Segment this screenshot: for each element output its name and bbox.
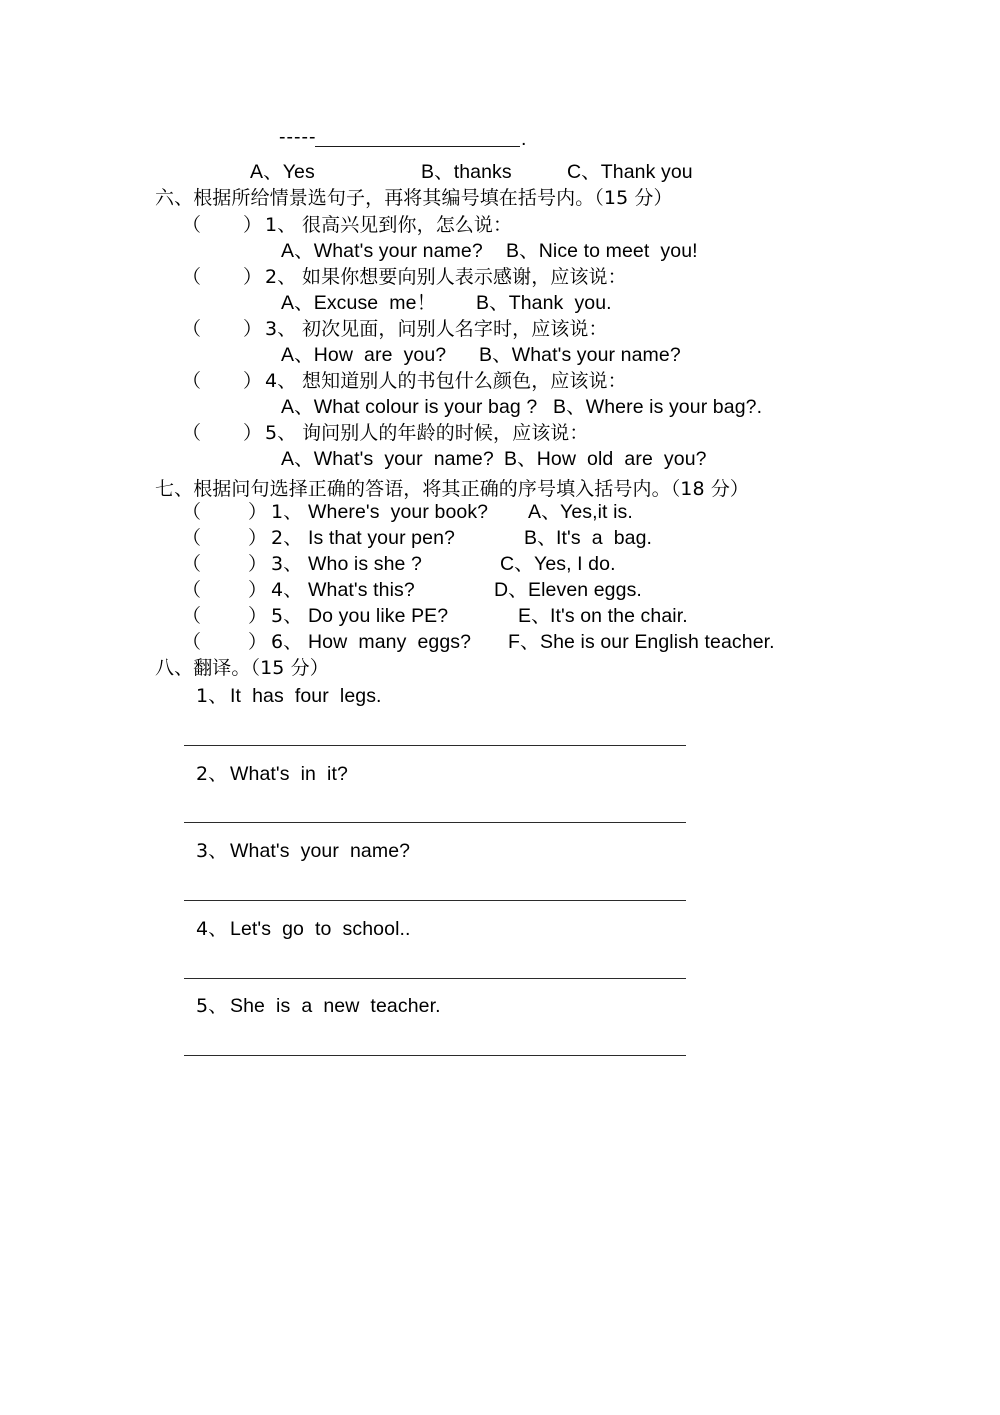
section-six-item-3-paren-open[interactable]: （ [182,318,202,340]
section-six-item-5-option-a[interactable]: A、What's your name? [281,448,494,470]
section-six-heading: 六、根据所给情景选句子，再将其编号填在括号内。（15 分） [155,187,673,209]
section-seven-item-1-question: Where's your book? [308,501,489,523]
section-seven-heading: 七、根据问句选择正确的答语，将其正确的序号填入括号内。（18 分） [155,478,750,500]
section-six-item-1-option-a[interactable]: A、What's your name? [281,240,483,262]
section-eight-item-4-sentence: Let's go to school.. [230,918,411,940]
carryover-period: . [521,128,527,150]
section-seven-item-5-paren-open[interactable]: （ [182,605,202,627]
section-eight-item-5-answer-blank[interactable] [184,1055,686,1056]
section-six-item-4-number: 4、 [265,370,297,392]
section-seven-answer-f-label: F、 [508,631,540,653]
section-six-item-4-option-b[interactable]: B、Where is your bag?. [553,396,763,418]
section-six-item-4-prompt: 想知道别人的书包什么颜色，应该说： [302,370,627,392]
section-seven-item-4-number: 4、 [271,579,303,601]
section-seven-item-4-paren-close[interactable]: ） [248,579,268,601]
section-six-item-2-paren-close[interactable]: ） [243,266,263,288]
section-six-item-5-prompt: 询问别人的年龄的时候，应该说： [302,422,589,444]
section-six-item-4-paren-close[interactable]: ） [243,370,263,392]
section-seven-answer-d-label: D、 [494,579,528,601]
section-seven-item-5-paren-close[interactable]: ） [248,605,268,627]
section-seven-item-6-number: 6、 [271,631,303,653]
section-eight-item-4-answer-blank[interactable] [184,978,686,979]
section-seven-answer-a-label: A、 [528,501,561,523]
section-seven-answer-e-label: E、 [518,605,551,627]
section-six-item-1-paren-close[interactable]: ） [243,214,263,236]
section-six-item-3-prompt: 初次见面，问别人名字时，应该说： [302,318,608,340]
section-seven-answer-f-text[interactable]: She is our English teacher. [540,631,775,653]
section-six-item-5-number: 5、 [265,422,297,444]
section-eight-item-3-sentence: What's your name? [230,840,411,862]
section-six-item-1-paren-open[interactable]: （ [182,214,202,236]
section-seven-item-3-number: 3、 [271,553,303,575]
section-six-item-1-number: 1、 [265,214,297,236]
section-six-item-1-option-b[interactable]: B、Nice to meet you! [506,240,698,262]
section-seven-answer-c-text[interactable]: Yes, I do. [534,553,616,575]
carryover-option-a[interactable]: A、Yes [250,161,315,183]
section-eight-item-5-sentence: She is a new teacher. [230,995,441,1017]
section-six-item-3-option-b[interactable]: B、What's your name? [479,344,681,366]
section-seven-answer-a-text[interactable]: Yes,it is. [560,501,633,523]
section-eight-item-1-answer-blank[interactable] [184,745,686,746]
section-eight-item-4-number: 4、 [196,918,228,940]
section-seven-item-2-paren-close[interactable]: ） [248,527,268,549]
section-seven-item-3-paren-open[interactable]: （ [182,553,202,575]
section-seven-item-5-question: Do you like PE? [308,605,449,627]
section-eight-item-2-answer-blank[interactable] [184,822,686,823]
section-six-item-2-prompt: 如果你想要向别人表示感谢，应该说： [302,266,627,288]
section-seven-item-4-question: What's this? [308,579,415,601]
section-six-item-4-paren-open[interactable]: （ [182,370,202,392]
section-seven-item-4-paren-open[interactable]: （ [182,579,202,601]
section-seven-item-5-number: 5、 [271,605,303,627]
section-seven-answer-c-label: C、 [500,553,534,575]
section-seven-answer-b-label: B、 [524,527,557,549]
section-seven-item-6-paren-close[interactable]: ） [248,631,268,653]
section-six-item-3-number: 3、 [265,318,297,340]
section-seven-item-6-paren-open[interactable]: （ [182,631,202,653]
section-six-item-5-paren-close[interactable]: ） [243,422,263,444]
section-six-item-4-option-a[interactable]: A、What colour is your bag ? [281,396,538,418]
section-six-item-2-option-b[interactable]: B、Thank you. [476,292,612,314]
section-seven-item-3-paren-close[interactable]: ） [248,553,268,575]
section-eight-item-3-number: 3、 [196,840,228,862]
section-seven-answer-b-text[interactable]: It's a bag. [556,527,653,549]
section-six-item-2-option-a[interactable]: A、Excuse me！ [281,292,437,314]
section-eight-item-2-sentence: What's in it? [230,763,348,785]
carryover-dashes: ----- [279,126,317,148]
section-eight-item-5-number: 5、 [196,995,228,1017]
section-seven-item-6-question: How many eggs? [308,631,472,653]
carryover-fill-blank[interactable] [315,146,520,147]
section-seven-item-1-paren-open[interactable]: （ [182,501,202,523]
section-six-item-5-option-b[interactable]: B、How old are you? [504,448,707,470]
section-eight-item-1-number: 1、 [196,685,228,707]
section-six-item-3-paren-close[interactable]: ） [243,318,263,340]
section-six-item-1-prompt: 很高兴见到你，怎么说： [302,214,513,236]
section-seven-item-2-paren-open[interactable]: （ [182,527,202,549]
section-seven-item-1-paren-close[interactable]: ） [248,501,268,523]
section-seven-item-2-question: Is that your pen? [308,527,455,549]
section-seven-item-1-number: 1、 [271,501,303,523]
section-eight-heading: 八、翻译。（15 分） [155,657,329,679]
carryover-option-c[interactable]: C、Thank you [567,161,693,183]
section-six-item-5-paren-open[interactable]: （ [182,422,202,444]
section-eight-item-1-sentence: It has four legs. [230,685,382,707]
section-six-item-3-option-a[interactable]: A、How are you? [281,344,447,366]
carryover-option-b[interactable]: B、thanks [421,161,512,183]
section-seven-answer-e-text[interactable]: It's on the chair. [550,605,688,627]
section-seven-item-2-number: 2、 [271,527,303,549]
section-six-item-2-paren-open[interactable]: （ [182,266,202,288]
section-six-item-2-number: 2、 [265,266,297,288]
section-seven-answer-d-text[interactable]: Eleven eggs. [528,579,642,601]
section-eight-item-2-number: 2、 [196,763,228,785]
section-eight-item-3-answer-blank[interactable] [184,900,686,901]
section-seven-item-3-question: Who is she ? [308,553,422,575]
